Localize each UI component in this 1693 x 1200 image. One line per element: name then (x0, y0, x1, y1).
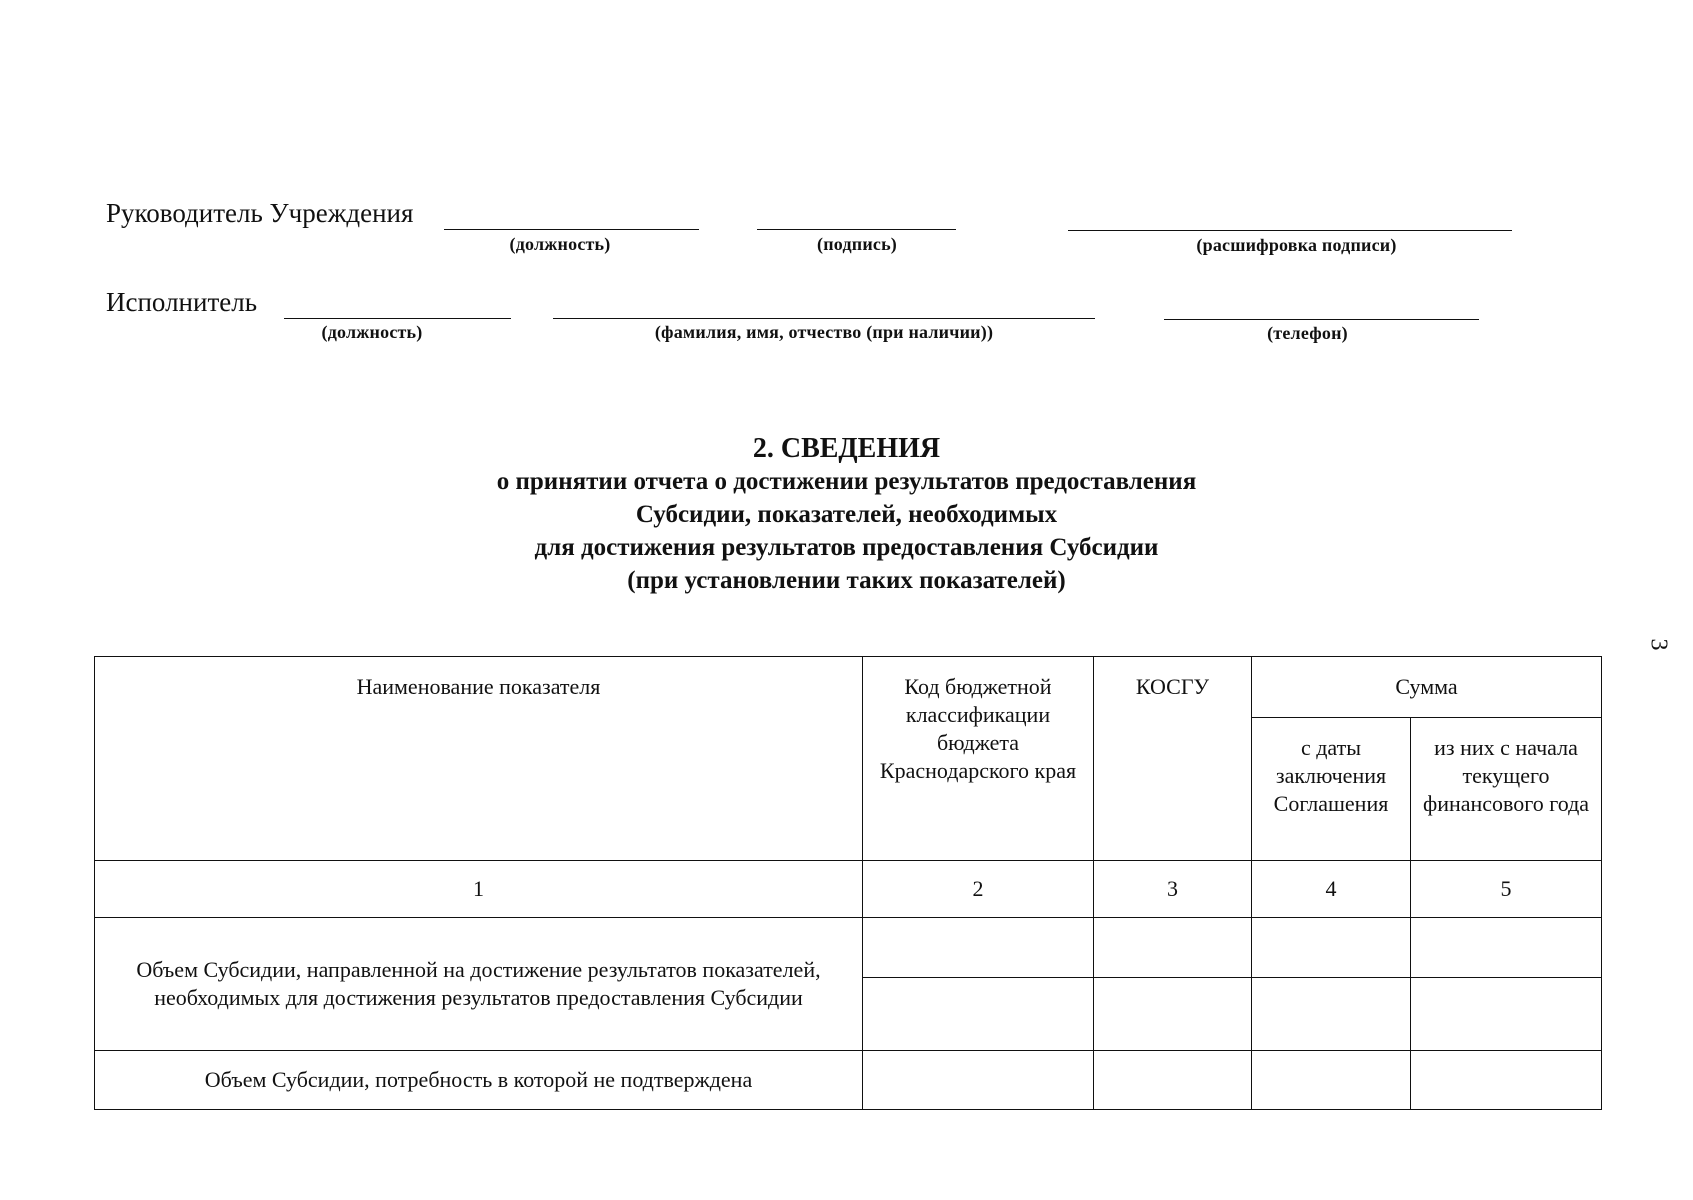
table-row (95, 918, 1602, 978)
row-1-indicator-name: Объем Субсидии, направленной на достижение результатов показателей, необходимых для достижения результатов предоставления Субсидии (95, 918, 863, 1051)
row-1a-sum-since-year-start-cell[interactable] (1411, 918, 1602, 978)
row-2-sum-since-agreement-cell[interactable] (1252, 1051, 1411, 1110)
page-number: 3 (1645, 638, 1672, 651)
row-1b-kosgu-cell[interactable] (1094, 978, 1252, 1051)
column-number-5: 5 (1411, 861, 1602, 918)
executor-position-line[interactable] (284, 318, 511, 319)
head-position-caption: (должность) (509, 234, 611, 254)
executor-phone-caption: (телефон) (1267, 323, 1348, 343)
section-subtitle-line-4: (при установлении таких показателей) (627, 567, 1066, 594)
executor-signature-label: Исполнитель (106, 287, 258, 317)
column-number-3: 3 (1094, 861, 1252, 918)
head-signature-label: Руководитель Учреждения (106, 198, 414, 228)
head-signature-decoding-caption: (расшифровка подписи) (1196, 235, 1397, 255)
header-kosgu: КОСГУ (1094, 657, 1252, 861)
column-number-4: 4 (1252, 861, 1411, 918)
section-subtitle-line-1: о принятии отчета о достижении результатов предоставления (496, 468, 1197, 495)
row-2-indicator-name: Объем Субсидии, потребность в которой не подтверждена (95, 1051, 863, 1110)
column-number-2: 2 (863, 861, 1094, 918)
section-title (0, 432, 1693, 597)
row-1b-budget-code-cell[interactable] (863, 978, 1094, 1051)
row-1a-kosgu-cell[interactable] (1094, 918, 1252, 978)
executor-phone-line[interactable] (1164, 319, 1479, 320)
row-2-sum-since-year-start-cell[interactable] (1411, 1051, 1602, 1110)
head-position-line[interactable] (444, 229, 699, 230)
executor-position-caption: (должность) (321, 322, 423, 342)
table-header-row (95, 657, 1602, 718)
row-2-budget-code-cell[interactable] (863, 1051, 1094, 1110)
header-sum: Сумма (1252, 657, 1602, 718)
section-subtitle-line-3: для достижения результатов предоставления Субсидии (534, 534, 1159, 561)
column-number-row (95, 861, 1602, 918)
report-table (94, 656, 1602, 1110)
header-sum-since-agreement: с даты заключения Соглашения (1252, 718, 1411, 861)
section-subtitle-line-2: Субсидии, показателей, необходимых (635, 501, 1058, 528)
head-signature-decoding-line[interactable] (1068, 230, 1512, 231)
column-number-1: 1 (95, 861, 863, 918)
row-2-kosgu-cell[interactable] (1094, 1051, 1252, 1110)
header-budget-code: Код бюджетной классификации бюджета Краснодарского края (863, 657, 1094, 861)
row-1a-sum-since-agreement-cell[interactable] (1252, 918, 1411, 978)
row-1b-sum-since-agreement-cell[interactable] (1252, 978, 1411, 1051)
executor-full-name-caption: (фамилия, имя, отчество (при наличии)) (654, 322, 994, 342)
header-sum-since-year-start: из них с начала текущего финансового года (1411, 718, 1602, 861)
executor-full-name-line[interactable] (553, 318, 1095, 319)
head-signature-line[interactable] (757, 229, 956, 230)
header-indicator-name: Наименование показателя (95, 657, 863, 861)
table-row (95, 1051, 1602, 1110)
row-1a-budget-code-cell[interactable] (863, 918, 1094, 978)
section-heading: 2. СВЕДЕНИЯ (752, 433, 941, 464)
row-1b-sum-since-year-start-cell[interactable] (1411, 978, 1602, 1051)
head-signature-caption: (подпись) (817, 234, 897, 254)
